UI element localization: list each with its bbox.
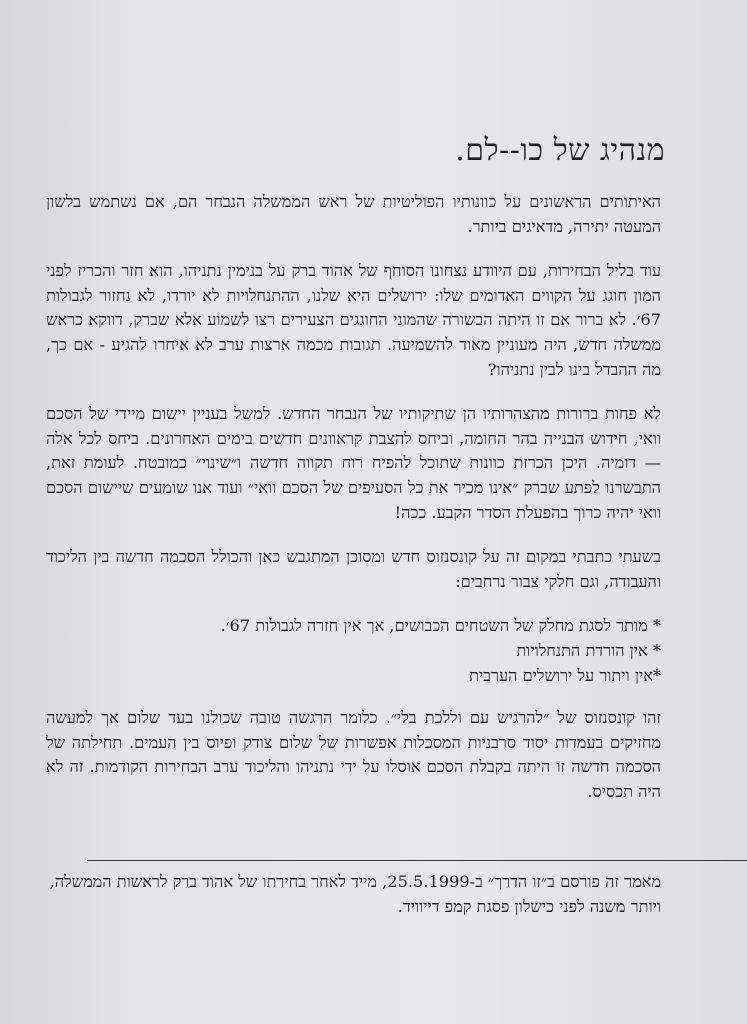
page-title: מנהיג של כו--לם. [455, 133, 665, 168]
paragraph-1: האיתותים הראשונים על כוונותיו הפוליטיות של ראש הממשלה הנבחר הם, אם נשתמש בלשון המעטה יתירה, מדאיגים ביותר. [46, 192, 661, 236]
footnote-divider [87, 860, 747, 861]
footnote: מאמר זה פורסם ב״זו הדרך״ ב-25.5.1999, מייד לאחר בחירתו של אהוד ברק לראשות הממשלה, ויותר משנה לפני כישלון פסגת קמפ דייוויד. [49, 872, 661, 916]
article-body [46, 190, 661, 824]
paragraph-2: עוד בליל הבחירות, עם היוודע נצחונו הסוחף של אהוד ברק על בנימין נתניהו, הוא חזר והכריז לפני המון חוגג על הקווים האדומים שלו: ירושלים היא שלנו, ההתנחלויות לא יורדו, לא נחזור לגבולות 67׳. לא ברור אם זו היתה הבשורה שהמוני החוגגים הצעירים רצו לשמוע אלא שברק, דווקא כראש ממשלה חדש, היה מעוניין מאוד להשמיעה. תגובות מכמה ארצות ערב לא איחרו להגיע - אם כך, מה ההבדל בינו לבין נתניהו? [46, 261, 661, 379]
paragraph-3: לא פחות ברורות מהצהרותיו הן שתיקותיו של הנבחר החדש. למשל בעניין יישום מיידי של הסכם וואי, חידוש הבנייה בהר החומה, וביחס להצבת קראוונים חדשים בימים האחרונים. ביחס לכל אלה — דומיה. היכן הכרזת כוונות שתוכל להפיח רוח תקווה חדשה ו״שינוי״ כמובטח. לעומת זאת, התבשרנו לפתע שברק ״אינו מכיר את כל הסעיפים של הסכם וואי״ ועוד אנו שומעים שיישום הסכם וואי יהיה כרוך בהפעלת הסדר הקבע. ככה! [46, 404, 661, 522]
bullet-list [46, 614, 661, 688]
paragraph-4: בשעתי כתבתי במקום זה על קונסנזוס חדש ומסוכן המתגבש כאן והכולל הסכמה חדשה בין הליכוד והעבודה, וגם חלקי צבור נרחבים: [46, 547, 661, 591]
list-item: * אין הורדת התנחלויות [516, 640, 661, 660]
list-item: * מותר לסגת מחלק של השטחים הכבושים, אך אין חזרה לגבולות 67׳. [220, 616, 661, 636]
list-item: *אין ויתור על ירושלים הערבית [469, 665, 661, 685]
closing-paragraph: זהו קונסנזוס של ״להרגיש עם וללכת בלי״. כלומר הרגשה טובה שכולנו בעד שלום אך למעשה מחזיקים בעמדות יסוד סרבניות המסכלות אפשרות של שלום צודק ופיוס בין העמים. תחילתה של הסכמה חדשה זו היתה בקבלת הסכם אוסלו על ידי נתניהו והליכוד ערב הבחירות הקודמות. זה לא היה תכסיס. [46, 708, 661, 801]
